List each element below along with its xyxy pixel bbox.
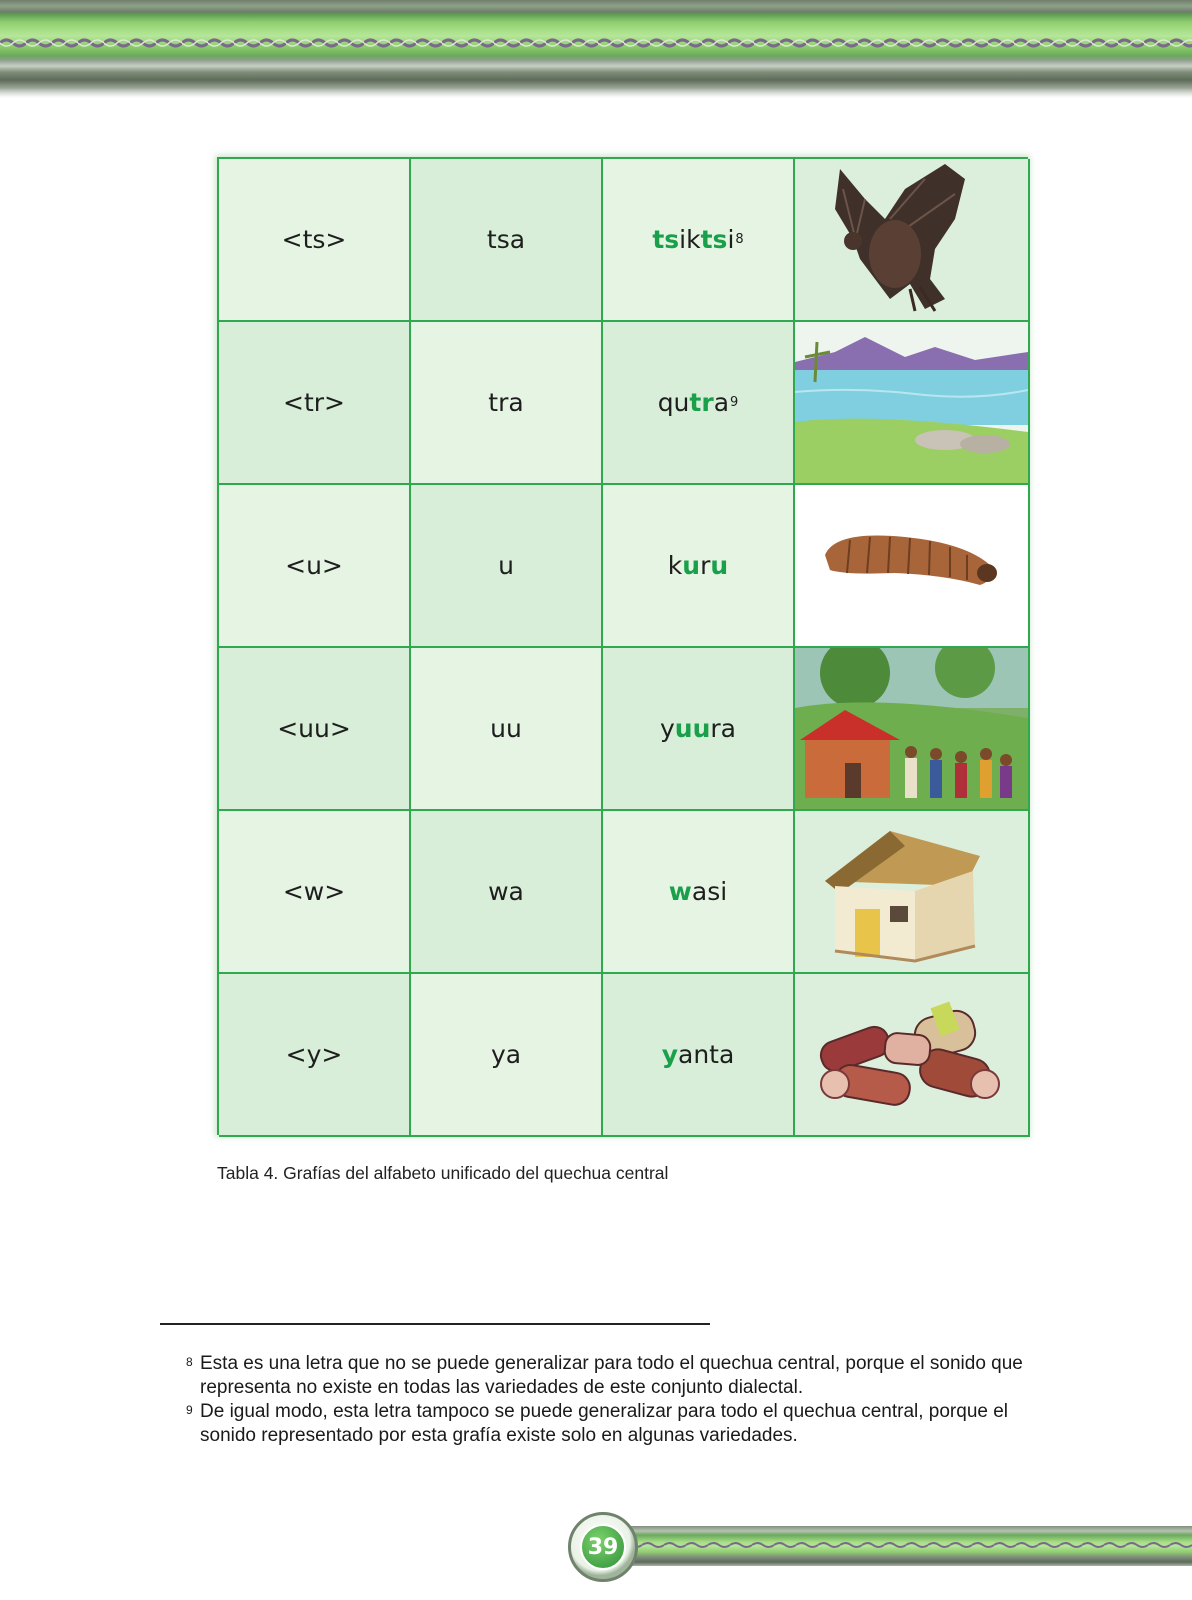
- alphabet-grid: [217, 157, 1028, 1135]
- page-number-badge: [568, 1512, 638, 1582]
- bat-illustration-graphic: [795, 159, 1028, 320]
- firewood-illustration-graphic: [795, 974, 1028, 1135]
- highlighted-letters: ts: [700, 225, 728, 254]
- footnote-text: De igual modo, esta letra tampoco se puede generalizar para todo el quechua central, porque el sonido representado por esta grafía existe solo en algunas variedades.: [200, 1401, 1009, 1446]
- firewood-illustration: [795, 974, 1030, 1137]
- worm-illustration: [795, 485, 1030, 648]
- example-word-cell: [603, 159, 795, 322]
- word-letters: anta: [678, 1040, 735, 1069]
- house-illustration: [795, 811, 1030, 974]
- grapheme-cell: <ts>: [219, 159, 411, 322]
- syllable-cell: tsa: [411, 159, 603, 322]
- highlighted-letters: ts: [652, 225, 680, 254]
- worm-illustration-graphic: [795, 485, 1028, 646]
- example-word-cell: [603, 811, 795, 974]
- highlighted-letters: u: [710, 551, 729, 580]
- example-word-cell: [603, 974, 795, 1137]
- word-letters: y: [659, 714, 675, 743]
- example-word-cell: [603, 485, 795, 648]
- footnote-number: 9: [186, 1403, 193, 1417]
- footer-decorative-band: [620, 1526, 1192, 1566]
- highlighted-letters: u: [682, 551, 701, 580]
- highlighted-letters: tr: [689, 388, 714, 417]
- grapheme-cell: <u>: [219, 485, 411, 648]
- house-illustration-graphic: [795, 811, 1028, 972]
- highlighted-letters: uu: [674, 714, 711, 743]
- alphabet-table: [217, 157, 1028, 1135]
- footnote-text: Esta es una letra que no se puede generalizar para todo el quechua central, porque el sonido que representa no existe en todas las variedades de este conjunto dialectal.: [200, 1353, 1023, 1398]
- example-word-cell: [603, 322, 795, 485]
- footnote-separator: [160, 1323, 710, 1325]
- example-word-cell: [603, 648, 795, 811]
- footnote-ref[interactable]: 9: [730, 395, 739, 410]
- word-letters: asi: [691, 877, 728, 906]
- grapheme-cell: <uu>: [219, 648, 411, 811]
- syllable-cell: uu: [411, 648, 603, 811]
- top-decorative-band: [0, 0, 1192, 98]
- syllable-cell: tra: [411, 322, 603, 485]
- lake-illustration-graphic: [795, 322, 1028, 483]
- village-illustration: [795, 648, 1030, 811]
- syllable-cell: u: [411, 485, 603, 648]
- bat-illustration: [795, 159, 1030, 322]
- word-letters: r: [700, 551, 711, 580]
- highlighted-letters: y: [661, 1040, 678, 1069]
- table-caption: Tabla 4. Grafías del alfabeto unificado del quechua central: [217, 1163, 669, 1183]
- grapheme-cell: <y>: [219, 974, 411, 1137]
- footnotes: [186, 1352, 1066, 1448]
- village-illustration-graphic: [795, 648, 1028, 809]
- highlighted-letters: w: [668, 877, 692, 906]
- page-number: 39: [580, 1524, 626, 1570]
- syllable-cell: ya: [411, 974, 603, 1137]
- syllable-cell: wa: [411, 811, 603, 974]
- woven-pattern: [0, 36, 1192, 50]
- footnote-9: [186, 1400, 1066, 1448]
- word-letters: a: [713, 388, 730, 417]
- word-letters: i: [727, 225, 735, 254]
- footnote-number: 8: [186, 1355, 193, 1369]
- grapheme-cell: <w>: [219, 811, 411, 974]
- footnote-ref[interactable]: 8: [735, 232, 744, 247]
- lake-illustration: [795, 322, 1030, 485]
- word-letters: qu: [657, 388, 690, 417]
- word-letters: ik: [679, 225, 701, 254]
- word-letters: ra: [710, 714, 736, 743]
- footnote-8: [186, 1352, 1066, 1400]
- word-letters: k: [667, 551, 683, 580]
- grapheme-cell: <tr>: [219, 322, 411, 485]
